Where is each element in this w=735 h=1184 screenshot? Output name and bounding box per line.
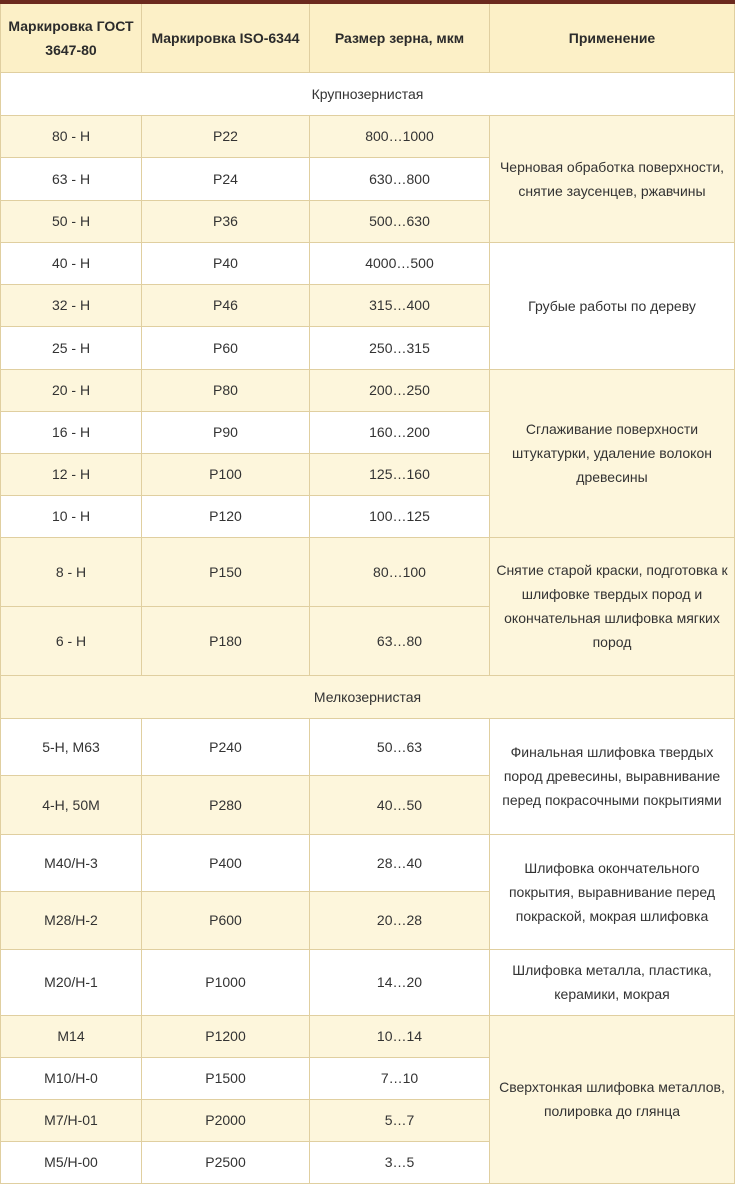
application-cell: Финальная шлифовка твердых пород древесины, выравнивание перед покрасочными покрытиями	[490, 718, 735, 834]
iso-cell: P80	[142, 369, 310, 411]
section-row	[1, 675, 735, 718]
table-row	[1, 242, 735, 284]
grain-size-cell: 125…160	[310, 453, 490, 495]
iso-cell: P150	[142, 537, 310, 606]
gost-cell: М40/Н-3	[1, 834, 142, 891]
grain-size-cell: 10…14	[310, 1015, 490, 1057]
iso-cell: P46	[142, 284, 310, 326]
grain-size-cell: 20…28	[310, 891, 490, 949]
gost-cell: 25 - Н	[1, 326, 142, 369]
header-iso: Маркировка ISO-6344	[142, 2, 310, 72]
grain-size-cell: 63…80	[310, 606, 490, 675]
gost-cell: 63 - Н	[1, 157, 142, 200]
gost-cell: 4-Н, 50М	[1, 775, 142, 834]
grain-size-cell: 7…10	[310, 1057, 490, 1099]
gost-cell: М14	[1, 1015, 142, 1057]
grain-size-cell: 50…63	[310, 718, 490, 775]
gost-cell: М28/Н-2	[1, 891, 142, 949]
iso-cell: P1000	[142, 949, 310, 1015]
grain-size-cell: 800…1000	[310, 115, 490, 157]
grain-size-cell: 28…40	[310, 834, 490, 891]
gost-cell: 32 - Н	[1, 284, 142, 326]
iso-cell: P1200	[142, 1015, 310, 1057]
table-row	[1, 834, 735, 891]
table-row	[1, 537, 735, 606]
gost-cell: М10/Н-0	[1, 1057, 142, 1099]
gost-cell: 40 - Н	[1, 242, 142, 284]
grain-size-cell: 250…315	[310, 326, 490, 369]
grain-size-cell: 160…200	[310, 411, 490, 453]
grain-size-cell: 80…100	[310, 537, 490, 606]
grain-size-cell: 4000…500	[310, 242, 490, 284]
iso-cell: P400	[142, 834, 310, 891]
gost-cell: 12 - Н	[1, 453, 142, 495]
application-cell: Шлифовка окончательного покрытия, выравнивание перед покраской, мокрая шлифовка	[490, 834, 735, 949]
table-row	[1, 949, 735, 1015]
grain-size-cell: 40…50	[310, 775, 490, 834]
iso-cell: P240	[142, 718, 310, 775]
gost-cell: 50 - Н	[1, 200, 142, 242]
iso-cell: P120	[142, 495, 310, 537]
iso-cell: P36	[142, 200, 310, 242]
iso-cell: P40	[142, 242, 310, 284]
application-cell: Грубые работы по дереву	[490, 242, 735, 369]
table-row	[1, 718, 735, 775]
grain-size-cell: 5…7	[310, 1099, 490, 1141]
iso-cell: P60	[142, 326, 310, 369]
grain-size-cell: 3…5	[310, 1141, 490, 1183]
iso-cell: P90	[142, 411, 310, 453]
grain-size-cell: 200…250	[310, 369, 490, 411]
iso-cell: P180	[142, 606, 310, 675]
grain-size-cell: 500…630	[310, 200, 490, 242]
gost-cell: 20 - Н	[1, 369, 142, 411]
header-grain-size: Размер зерна, мкм	[310, 2, 490, 72]
gost-cell: М7/Н-01	[1, 1099, 142, 1141]
gost-cell: М20/Н-1	[1, 949, 142, 1015]
grain-size-cell: 100…125	[310, 495, 490, 537]
gost-cell: 6 - Н	[1, 606, 142, 675]
iso-cell: P22	[142, 115, 310, 157]
grain-size-cell: 630…800	[310, 157, 490, 200]
iso-cell: P2000	[142, 1099, 310, 1141]
table-row	[1, 115, 735, 157]
iso-cell: P280	[142, 775, 310, 834]
header-gost: Маркировка ГОСТ 3647-80	[1, 2, 142, 72]
gost-cell: 8 - Н	[1, 537, 142, 606]
gost-cell: 16 - Н	[1, 411, 142, 453]
iso-cell: P100	[142, 453, 310, 495]
section-row	[1, 72, 735, 115]
gost-cell: 80 - Н	[1, 115, 142, 157]
application-cell: Черновая обработка поверхности, снятие заусенцев, ржавчины	[490, 115, 735, 242]
grain-size-cell: 315…400	[310, 284, 490, 326]
iso-cell: P600	[142, 891, 310, 949]
gost-cell: 10 - Н	[1, 495, 142, 537]
gost-cell: М5/Н-00	[1, 1141, 142, 1183]
table-header-row	[1, 2, 735, 72]
table-row	[1, 1015, 735, 1057]
application-cell: Сверхтонкая шлифовка металлов, полировка до глянца	[490, 1015, 735, 1183]
table-row	[1, 369, 735, 411]
grain-size-cell: 14…20	[310, 949, 490, 1015]
section-title-coarse: Крупнозернистая	[1, 72, 735, 115]
application-cell: Шлифовка металла, пластика, керамики, мокрая	[490, 949, 735, 1015]
application-cell: Снятие старой краски, подготовка к шлифовке твердых пород и окончательная шлифовка мягких пород	[490, 537, 735, 675]
header-application: Применение	[490, 2, 735, 72]
iso-cell: P2500	[142, 1141, 310, 1183]
iso-cell: P24	[142, 157, 310, 200]
application-cell: Сглаживание поверхности штукатурки, удаление волокон древесины	[490, 369, 735, 537]
gost-cell: 5-Н, М63	[1, 718, 142, 775]
iso-cell: P1500	[142, 1057, 310, 1099]
section-title-fine: Мелкозернистая	[1, 675, 735, 718]
